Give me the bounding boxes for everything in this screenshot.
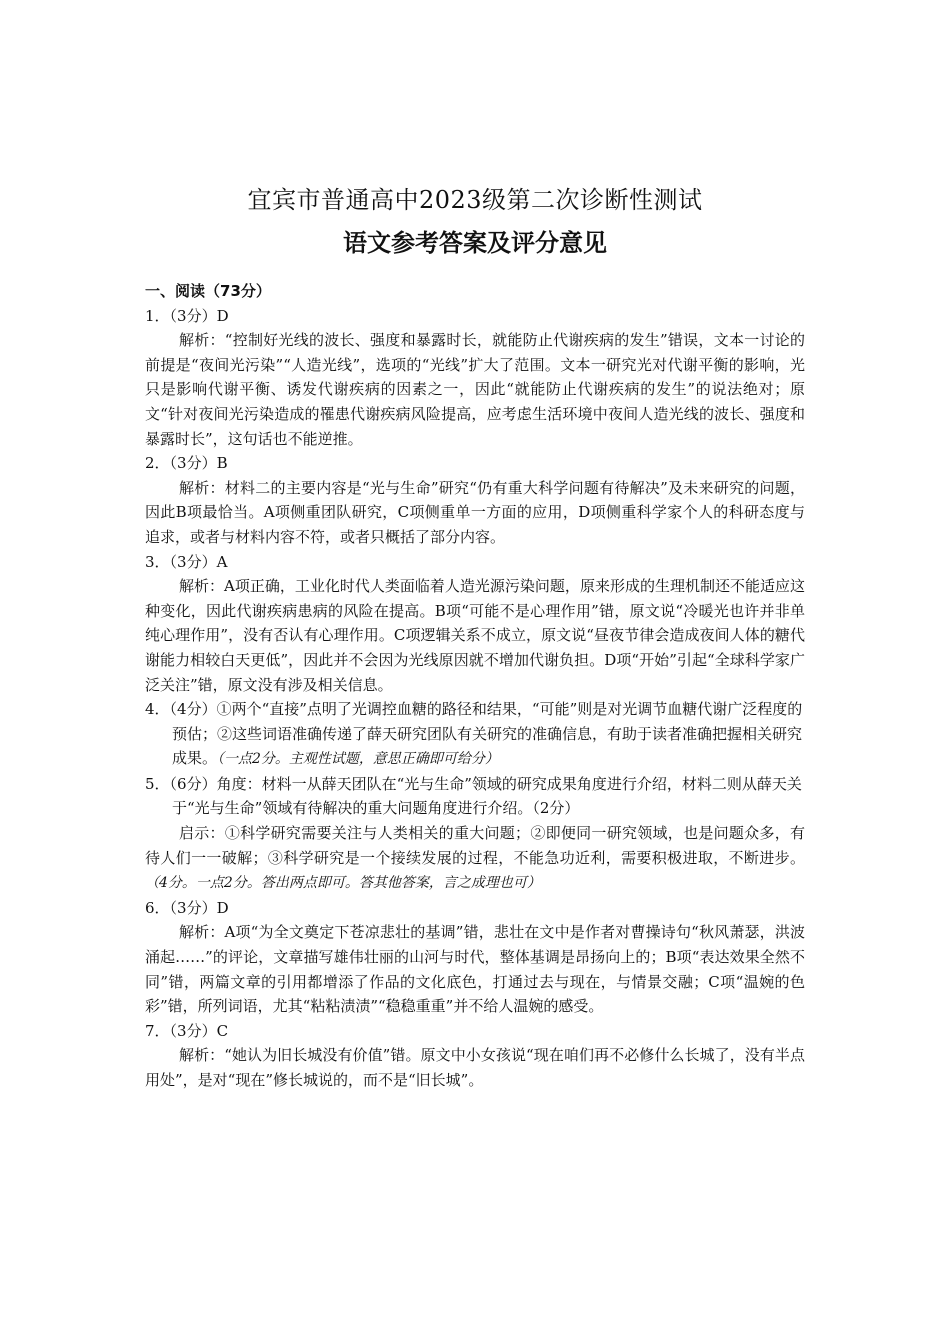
question-4-label: 4．（4分）①两个“直接”点明了光调控血糖的路径和结果，“可能”则是对光调节血糖代谢广泛程度的预估；②这些词语准确传递了薛天研究团队有关研究的准确信息，有助于读者准确把握相关研究成果。: [145, 700, 803, 768]
question-5-inspire-text: 启示：①科学研究需要关注与人类相关的重大问题；②即便同一研究领域，也是问题众多，有待人们一一破解；③科学研究是一个接续发展的过程，不能急功近利，需要积极进取，不断进步。: [145, 824, 805, 867]
question-6-label: 6．（3分）D: [145, 898, 229, 917]
question-1-label: 1．（3分）D: [145, 306, 229, 325]
question-1-analysis: 解析：“控制好光线的波长、强度和暴露时长，就能防止代谢疾病的发生”错误，文本一讨论的前提是“夜间光污染”“人造光线”，选项的“光线”扩大了范围。文本一研究光对代谢平衡的影响，光只是影响代谢平衡、诱发代谢疾病的因素之一，因此“就能防止代谢疾病的发生”的说法绝对；原文“针对夜间光污染造成的罹患代谢疾病风险提高，应考虑生活环境中夜间人造光线的波长、强度和暴露时长”，这句话也不能逆推。: [145, 331, 805, 448]
question-7-label: 7．（3分）C: [145, 1021, 229, 1040]
question-5-note: （4分。一点2分。答出两点即可。答其他答案，言之成理也可）: [145, 875, 541, 892]
question-5-inspire: [145, 821, 805, 896]
question-2-label: 2．（3分）B: [145, 454, 228, 473]
question-3-label: 3．（3分）A: [145, 552, 228, 571]
question-6-analysis: 解析：A项“为全文奠定下苍凉悲壮的基调”错，悲壮在文中是作者对曹操诗句“秋风萧瑟，洪波涌起……”的评论，文章描写雄伟壮丽的山河与时代，整体基调是昂扬向上的；B项“表达效果全然不同”错，两篇文章的引用都增添了作品的文化底色，打通过去与现在，与情景交融；C项“温婉的色彩”错，所列词语，尤其“粘粘渍渍”“稳稳重重”并不给人温婉的感受。: [145, 923, 805, 1016]
document-subtitle: 语文参考答案及评分意见: [343, 229, 607, 257]
question-4-answer: [145, 697, 805, 772]
document-title: 宜宾市普通高中2023级第二次诊断性测试: [247, 186, 703, 214]
question-4-note: （一点2分。主观性试题，意思正确即可给分）: [217, 751, 499, 768]
question-5-label: 5．（6分）角度：材料一从薛天团队在“光与生命”领域的研究成果角度进行介绍，材料二则从薛天关于“光与生命”领域有待解决的重大问题角度进行介绍。（2分）: [145, 774, 802, 818]
question-2-analysis: 解析：材料二的主要内容是“光与生命”研究“仍有重大科学问题有待解决”及未来研究的问题，因此B项最恰当。A项侧重团队研究，C项侧重单一方面的应用，D项侧重科学家个人的科研态度与追求，或者与材料内容不符，或者只概括了部分内容。: [145, 478, 805, 546]
section-heading: 一、阅读（73分）: [145, 282, 271, 300]
answer-content: [145, 279, 805, 1093]
question-3-analysis: 解析：A项正确，工业化时代人类面临着人造光源污染问题，原来形成的生理机制还不能适应这种变化，因此代谢疾病患病的风险在提高。B项“可能不是心理作用”错，原文说“冷暖光也许并非单纯心理作用”，没有否认有心理作用。C项逻辑关系不成立，原文说“昼夜节律会造成夜间人体的糖代谢能力相较白天更低”，因此并不会因为光线原因就不增加代谢负担。D项“开始”引起“全球科学家广泛关注”错，原文没有涉及相关信息。: [145, 577, 805, 694]
question-7-analysis: 解析：“她认为旧长城没有价值”错。原文中小女孩说“现在咱们再不必修什么长城了，没有半点用处”，是对“现在”修长城说的，而不是“旧长城”。: [145, 1046, 805, 1089]
